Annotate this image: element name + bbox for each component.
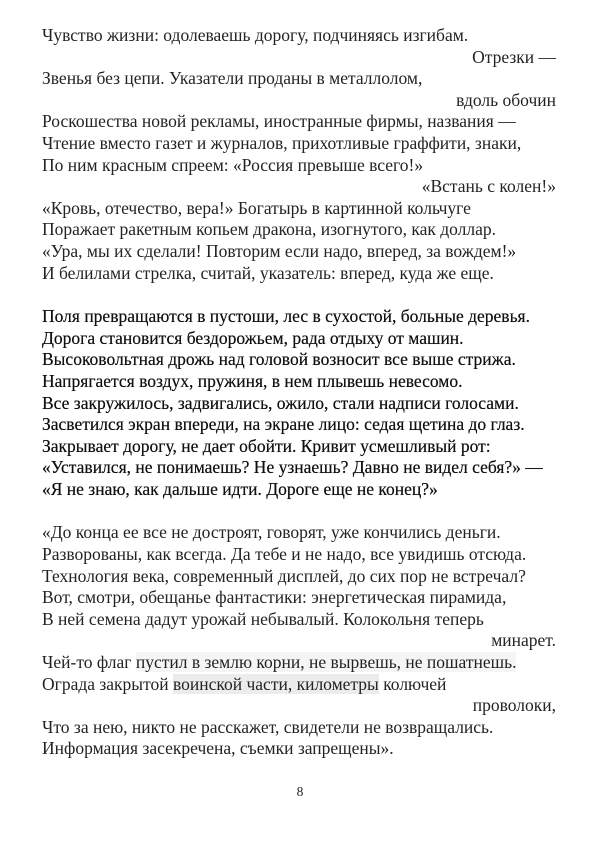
text-segment: Ограда закрытой — [42, 673, 173, 694]
text-segment: Чувство жизни: одолеваешь дорогу, подчиняясь изгибам. — [42, 25, 469, 45]
stanza — [42, 25, 556, 284]
poem-line — [42, 25, 556, 47]
poem-line — [42, 738, 556, 760]
poem-line — [42, 587, 556, 609]
page-number: 8 — [296, 784, 304, 799]
poem-line — [42, 479, 556, 501]
text-segment: Засветился экран впереди, на экране лицо: седая щетина до глаз. — [42, 414, 525, 435]
text-segment: Высоковольтная дрожь над головой возносит все выше стрижа. — [42, 349, 516, 370]
text-segment: Все закружилось, задвигались, ожило, стали надписи голосами. — [42, 392, 519, 413]
poem-line — [42, 609, 556, 631]
poem-line — [42, 414, 556, 436]
highlighted-text: воинской части, километры — [172, 673, 379, 694]
poem-line — [42, 155, 556, 177]
poem-line — [42, 68, 556, 90]
text-segment: «Кровь, отечество, вера!» Богатырь в картинной кольчуге — [42, 197, 471, 218]
text-segment: Дорога становится бездорожьем, рада отдыху от машин. — [42, 327, 464, 348]
text-segment: Отрезки — — [472, 46, 556, 67]
poem-line — [42, 133, 556, 155]
text-segment: «Я не знаю, как дальше идти. Дороге еще не конец?» — [42, 478, 438, 499]
poem-line — [42, 436, 556, 458]
text-segment: Разворованы, как всегда. Да тебе и не надо, все увидишь отсюда. — [42, 544, 527, 565]
text-segment: колючей — [378, 673, 447, 694]
poem-line — [42, 219, 556, 241]
text-segment: Поля превращаются в пустоши, лес в сухостой, больные деревья. — [42, 306, 530, 327]
stanza — [42, 306, 556, 500]
text-segment: Чей-то флаг — [42, 652, 136, 673]
text-segment: По ним красным спреем: «Россия превыше всего!» — [42, 154, 424, 175]
text-segment: И белилами стрелка, считай, указатель: вперед, куда же еще. — [42, 262, 494, 283]
text-segment: Роскошества новой рекламы, иностранные фирмы, названия — — [42, 111, 516, 132]
text-segment: «До конца ее все не достроят, говорят, уже кончились деньги. — [42, 522, 501, 543]
text-segment: Закрывает дорогу, не дает обойти. Кривит усмешливый рот: — [42, 435, 491, 456]
stanza — [42, 522, 556, 760]
poem-line — [42, 349, 556, 371]
text-segment: Чтение вместо газет и журналов, прихотливые граффити, знаки, — [42, 132, 522, 153]
text-segment: Поражает ракетным копьем дракона, изогнутого, как доллар. — [42, 219, 497, 240]
text-segment: «Уставился, не понимаешь? Не узнаешь? Давно не видел себя?» — — [42, 457, 543, 478]
poem-text — [42, 25, 556, 760]
poem-line — [42, 328, 556, 350]
poem-line — [42, 457, 556, 479]
poem-line — [42, 90, 556, 112]
text-segment: Вот, смотри, обещанье фантастики: энергетическая пирамида, — [42, 587, 507, 608]
poem-line — [42, 652, 556, 674]
poem-line — [42, 263, 556, 285]
poem-line — [42, 198, 556, 220]
poem-line — [42, 371, 556, 393]
poem-line — [42, 176, 556, 198]
text-segment: вдоль обочин — [456, 89, 556, 110]
text-segment: Напрягается воздух, пружиня, в нем плывешь невесомо. — [42, 370, 463, 391]
poem-line — [42, 393, 556, 415]
poem-line — [42, 47, 556, 69]
poem-line — [42, 630, 556, 652]
poem-line — [42, 522, 556, 544]
highlighted-text: пустил в землю корни, не вырвешь, не пошатнешь. — [135, 652, 517, 673]
poem-line — [42, 111, 556, 133]
poem-line — [42, 306, 556, 328]
text-segment: Технология века, современный дисплей, до сих пор не встречал? — [42, 565, 526, 586]
text-segment: проволоки, — [472, 695, 556, 716]
text-segment: Что за нею, никто не расскажет, свидетели не возвращались. — [42, 716, 494, 737]
text-segment: В ней семена дадут урожай небывалый. Колокольня теперь — [42, 608, 484, 629]
poem-line — [42, 241, 556, 263]
text-segment: Звенья без цепи. Указатели проданы в металлолом, — [42, 68, 423, 89]
text-segment: минарет. — [491, 630, 556, 651]
text-segment: Информация засекречена, съемки запрещены». — [42, 738, 394, 759]
poem-line — [42, 544, 556, 566]
poem-line — [42, 717, 556, 739]
text-segment: «Ура, мы их сделали! Повторим если надо, вперед, за вождем!» — [42, 240, 517, 261]
poem-line — [42, 674, 556, 696]
poem-line — [42, 695, 556, 717]
text-segment: «Встань с колен!» — [421, 176, 556, 197]
poem-line — [42, 566, 556, 588]
